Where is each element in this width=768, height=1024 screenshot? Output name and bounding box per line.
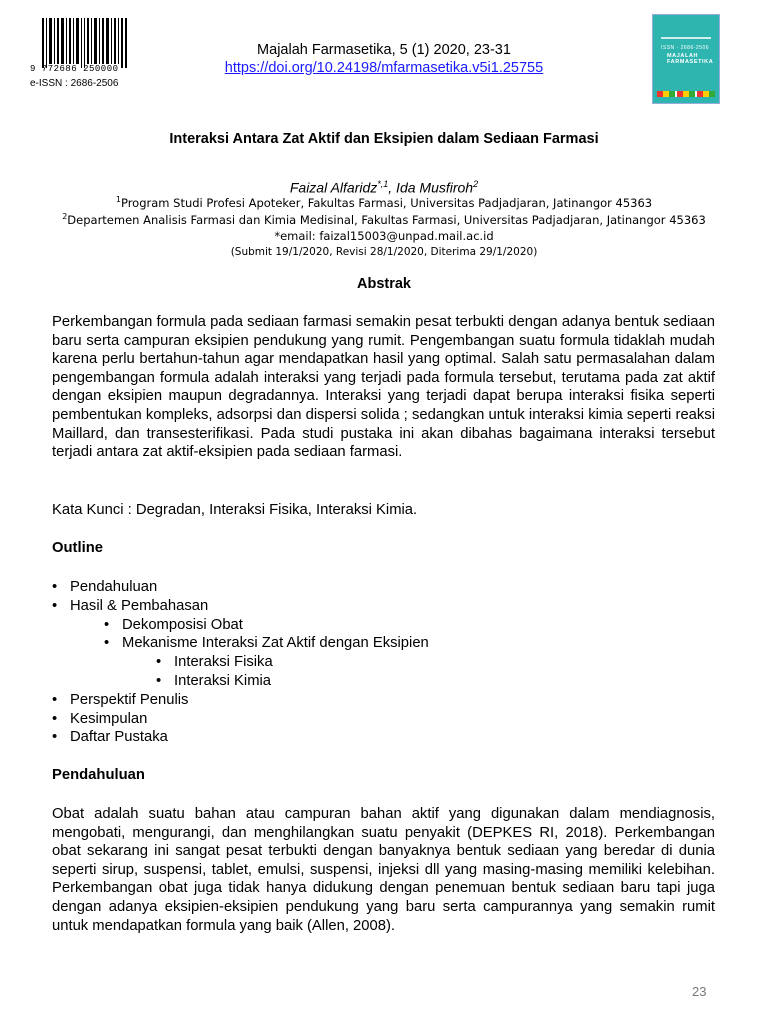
outline-item: • Daftar Pustaka xyxy=(52,728,652,747)
keywords: Kata Kunci : Degradan, Interaksi Fisika, Interaksi Kimia. xyxy=(52,502,418,518)
section-text: Obat adalah suatu bahan atau campuran bahan aktif yang digunakan dalam mendiagnosis, mengobati, mengurangi, dan menghilangkan suatu penyakit (DEPKES RI, 2018). Perkembangan obat sekarang ini sangat pesat terbukti dengan banyaknya bentuk sediaan yang beredar di dunia seperti sirup, suspensi, tablet, emulsi, suspensi, injeksi dll yang masing-masing memiliki kelebihan. Perkembangan obat juga tidak hanya didukung dengan penemuan bentuk sediaan baru tapi juga dengan adanya eksipien-eksipien pendukung yang baru serta campurannya yang semakin rumit untuk mendapatkan formula yang baik (Allen, 2008). xyxy=(52,806,715,934)
abstract-text: Perkembangan formula pada sediaan farmasi semakin pesat terbukti dengan adanya bentuk sediaan baru serta campuran eksipien pendukung yang rumit. Pengembangan suatu formula tidaklah mudah karena perlu bertahun-tahun agar mendapatkan hasil yang optimal. Salah satu permasalahan dalam pengembangan formula adalah interaksi yang terjadi pada formula tersebut, terutama pada zat aktif dengan eksipien maupun degradannya. Interaksi yang terjadi dapat berupa interaksi fisika seperti pembentukan kompleks, adsorpsi dan dispersi solida ; sedangkan untuk interaksi kimia seperti reaksi Maillard, dan transesterifikasi. Pada studi pustaka ini akan dibahas bagaimana interaksi tersebut terjadi antara zat aktif-eksipien pada sediaan farmasi. xyxy=(52,314,715,461)
author-email: *email: faizal15003@unpad.mail.ac.id xyxy=(274,229,494,243)
section-heading: Pendahuluan xyxy=(52,767,145,783)
affil-1-mark: 1 xyxy=(115,195,121,204)
author-2-mark: 2 xyxy=(473,179,479,189)
outline-item: • Hasil & Pembahasan xyxy=(52,597,652,616)
authors xyxy=(0,179,768,196)
outline-item: • Mekanisme Interaksi Zat Aktif dengan Eksipien xyxy=(52,634,652,653)
outline-item: • Pendahuluan xyxy=(52,578,652,597)
eissn-label: e-ISSN : 2686-2506 xyxy=(30,78,119,89)
outline-item: • Perspektif Penulis xyxy=(52,691,652,710)
cover-stripe xyxy=(661,37,711,39)
doi-link[interactable]: https://doi.org/10.24198/mfarmasetika.v5i1.25755 xyxy=(224,60,544,76)
affiliation-2 xyxy=(0,212,768,227)
outline-item: • Interaksi Fisika xyxy=(52,653,652,672)
submission-dates: (Submit 19/1/2020, Revisi 28/1/2020, Diterima 29/1/2020) xyxy=(230,246,538,258)
affil-1-text: Program Studi Profesi Apoteker, Fakultas Farmasi, Universitas Padjadjaran, Jatinangor 45363 xyxy=(120,195,653,210)
cover-title: MAJALAH FARMASETIKA xyxy=(667,53,714,65)
outline-list xyxy=(52,578,652,747)
author-sep: , Ida Musfiroh xyxy=(388,179,474,196)
outline-item: • Dekomposisi Obat xyxy=(52,616,652,635)
author-1: Faizal Alfaridz xyxy=(289,179,378,196)
journal-cover-image xyxy=(652,14,720,104)
cover-issn: ISSN · 2686-2506 xyxy=(661,45,710,51)
affil-2-mark: 2 xyxy=(62,212,68,221)
affil-2-text: Departemen Analisis Farmasi dan Kimia Medisinal, Fakultas Farmasi, Universitas Padjadjaran, Jatinangor 45363 xyxy=(67,212,706,227)
author-1-marks: *,1 xyxy=(377,179,389,189)
journal-citation: Majalah Farmasetika, 5 (1) 2020, 23-31 xyxy=(257,42,511,58)
outline-item: • Kesimpulan xyxy=(52,710,652,729)
abstract-heading: Abstrak xyxy=(357,276,411,292)
cover-logos xyxy=(657,91,715,97)
barcode-digits: 9 772686 250000 xyxy=(30,64,119,74)
page-number: 23 xyxy=(692,984,707,999)
outline-heading: Outline xyxy=(52,540,103,556)
paper-title: Interaksi Antara Zat Aktif dan Eksipien dalam Sediaan Farmasi xyxy=(169,131,599,147)
affiliation-1 xyxy=(0,195,768,210)
outline-item: • Interaksi Kimia xyxy=(52,672,652,691)
